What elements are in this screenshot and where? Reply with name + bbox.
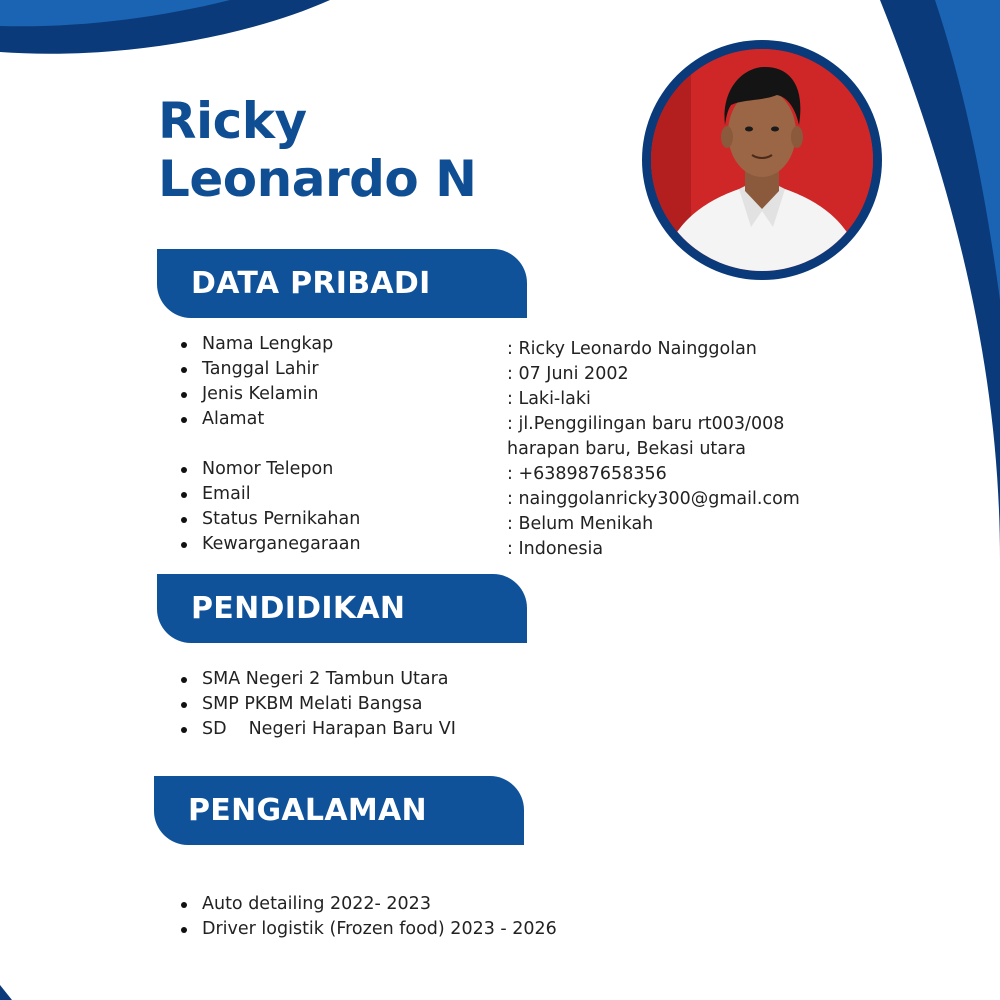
education-item: SMP PKBM Melati Bangsa (177, 692, 456, 717)
section-banner-pendidikan: PENDIDIKAN (157, 574, 527, 643)
value-alamat-line-1: : jl.Penggilingan baru rt003/008 (507, 414, 785, 434)
label-nama-lengkap: Nama Lengkap (177, 332, 361, 357)
section-banner-data-pribadi: DATA PRIBADI (157, 249, 527, 318)
name-line-1: Ricky (158, 92, 307, 150)
name-line-2: Leonardo N (158, 150, 477, 208)
value-tanggal-lahir: : 07 Juni 2002 (507, 364, 629, 384)
label-email: Email (177, 482, 361, 507)
person-portrait-icon (651, 49, 873, 271)
label-tanggal-lahir: Tanggal Lahir (177, 357, 361, 382)
value-email: : nainggolanricky300@gmail.com (507, 489, 800, 509)
data-pribadi-values (507, 337, 800, 562)
data-pribadi-labels (177, 332, 361, 557)
education-sd-prefix: SD (202, 719, 227, 739)
label-status-pernikahan: Status Pernikahan (177, 507, 361, 532)
label-nomor-telepon: Nomor Telepon (177, 457, 361, 482)
education-item: SMA Negeri 2 Tambun Utara (177, 667, 456, 692)
value-alamat-line-2: harapan baru, Bekasi utara (507, 439, 746, 459)
label-jenis-kelamin: Jenis Kelamin (177, 382, 361, 407)
value-status-pernikahan: : Belum Menikah (507, 514, 654, 534)
pendidikan-list (177, 667, 456, 742)
value-jenis-kelamin: : Laki-laki (507, 389, 591, 409)
pengalaman-list (177, 892, 557, 942)
value-nama-lengkap: : Ricky Leonardo Nainggolan (507, 339, 757, 359)
section-banner-pengalaman: PENGALAMAN (154, 776, 524, 845)
value-kewarganegaraan: : Indonesia (507, 539, 604, 559)
experience-item: Auto detailing 2022- 2023 (177, 892, 557, 917)
label-kewarganegaraan: Kewarganegaraan (177, 532, 361, 557)
profile-photo (651, 49, 873, 271)
value-nomor-telepon: : +638987658356 (507, 464, 667, 484)
candidate-name (158, 92, 477, 208)
education-item-sd (177, 717, 456, 742)
education-sd-school: Negeri Harapan Baru VI (248, 719, 456, 739)
experience-item: Driver logistik (Frozen food) 2023 - 2026 (177, 917, 557, 942)
label-alamat: Alamat (177, 407, 361, 457)
